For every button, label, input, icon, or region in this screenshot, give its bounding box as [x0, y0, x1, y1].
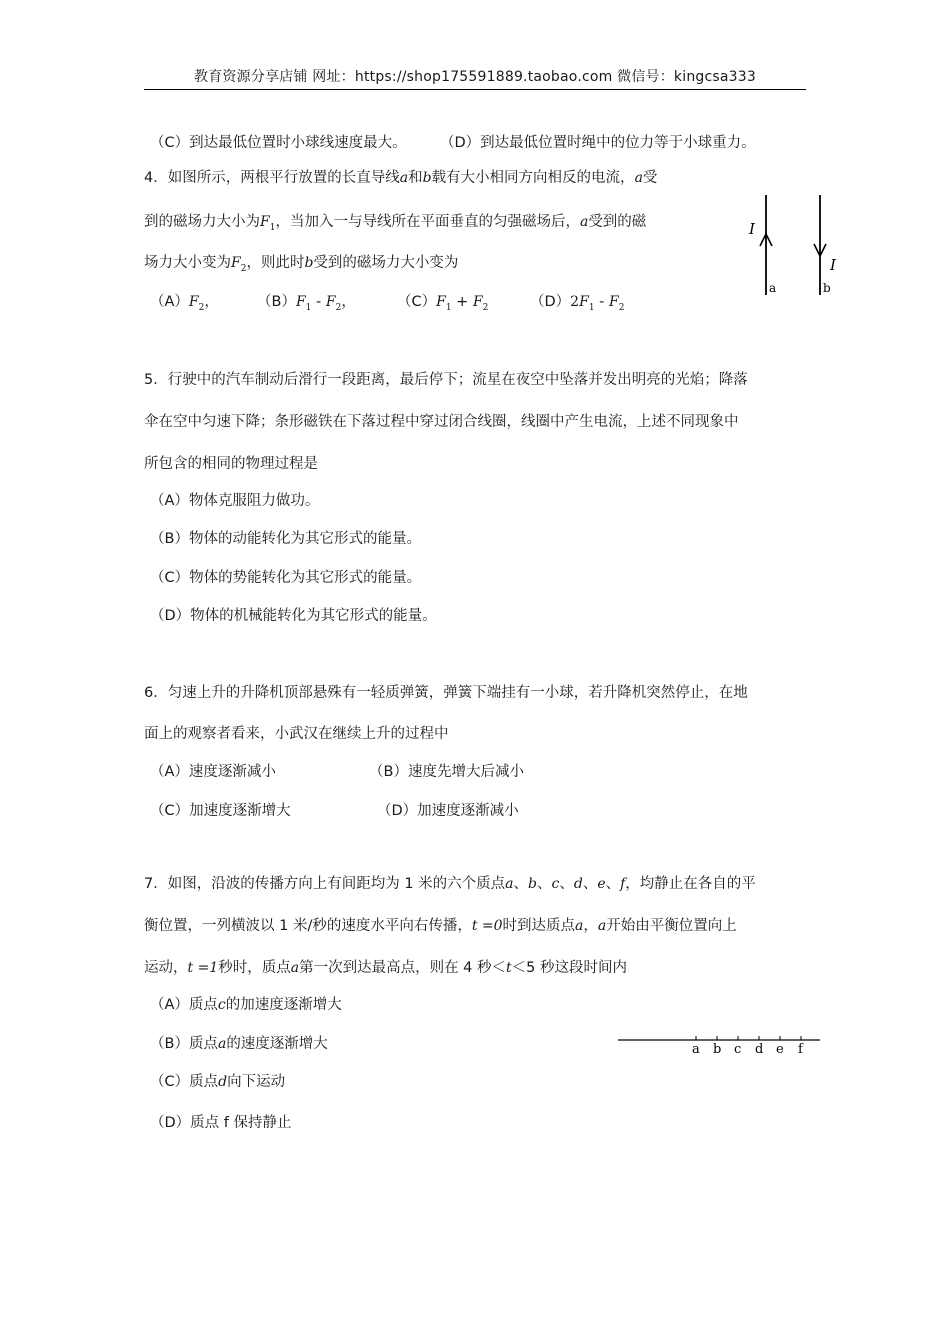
q4-option-b: $(B)F_1 - F_2$，	[257, 294, 356, 313]
point-label-c: c	[734, 1042, 742, 1057]
point-label-b: b	[713, 1042, 722, 1057]
point-label-e: e	[776, 1042, 784, 1057]
q7-points-figure	[614, 1030, 824, 1058]
q5-line-1: 5．行驶中的汽车制动后滑行一段距离，最后停下；流星在夜空中坠落并发出明亮的光焰；降落	[144, 372, 748, 388]
q6-option-b: （B）速度先增大后减小	[369, 764, 524, 780]
q5-line-2: 伞在空中匀速下降；条形磁铁在下落过程中穿过闭合线圈，线圈中产生电流，上述不同现象中	[144, 414, 739, 430]
wire-label-b: b	[823, 281, 831, 295]
current-label-b: I	[830, 256, 836, 274]
q7-line-2: 衡位置，一列横波以 1 米/秒的速度水平向右传播，t =0时到达质点a，a开始由平衡位置向上	[144, 918, 737, 934]
q7-option-c: （C）质点d向下运动	[150, 1074, 286, 1090]
q6-option-c: （C）加速度逐渐增大	[150, 803, 291, 819]
header-rule	[144, 89, 806, 90]
q3-option-d: （D）到达最低位置时绳中的位力等于小球重力。	[440, 135, 756, 151]
q7-line-3: 运动，t =1秒时，质点a第一次到达最高点，则在 4 秒＜t＜5 秒这段时间内	[144, 960, 628, 976]
q5-option-d: （D）物体的机械能转化为其它形式的能量。	[150, 608, 437, 624]
q5-option-a: （A）物体克服阻力做功。	[150, 493, 320, 509]
q4-line-3: 场力大小变为$F_2$，则此时b受到的磁场力大小变为	[144, 255, 459, 274]
q6-line-1: 6．匀速上升的升降机顶部悬殊有一轻质弹簧，弹簧下端挂有一小球，若升降机突然停止，在地	[144, 685, 748, 701]
wire-label-a: a	[769, 281, 777, 295]
q5-line-3: 所包含的相同的物理过程是	[144, 456, 318, 472]
q6-line-2: 面上的观察者看来，小武汉在继续上升的过程中	[144, 726, 449, 742]
q4-option-c: $(C)F_1 + F_2$	[397, 294, 489, 313]
q4-option-d: $(D)2F_1 - F_2$	[530, 294, 625, 313]
q7-line-1: 7．如图，沿波的传播方向上有间距均为 1 米的六个质点a、b、c、d、e、f，均静止在各自的平	[144, 876, 756, 892]
point-label-d: d	[755, 1042, 764, 1057]
current-label-a: I	[749, 220, 755, 238]
q7-option-a: （A）质点c的加速度逐渐增大	[150, 997, 342, 1013]
q7-option-d: （D）质点 f 保持静止	[150, 1115, 292, 1131]
q5-option-b: （B）物体的动能转化为其它形式的能量。	[150, 531, 421, 547]
point-label-a: a	[692, 1042, 700, 1057]
q4-line-2: 到的磁场力大小为$F_1$，当加入一与导线所在平面垂直的匀强磁场后，a受到的磁	[144, 214, 647, 233]
q5-option-c: （C）物体的势能转化为其它形式的能量。	[150, 570, 422, 586]
q6-option-d: （D）加速度逐渐减小	[377, 803, 519, 819]
q7-option-b: （B）质点a的速度逐渐增大	[150, 1036, 328, 1052]
point-label-f: f	[798, 1042, 803, 1057]
q6-option-a: （A）速度逐渐减小	[150, 764, 276, 780]
q3-option-c: （C）到达最低位置时小球线速度最大。	[150, 135, 407, 151]
q4-option-a: $(A)F_2$，	[150, 294, 219, 313]
q4-line-1: 4．如图所示，两根平行放置的长直导线a和b载有大小相同方向相反的电流，a受	[144, 170, 658, 186]
q4-wires-figure	[740, 190, 850, 302]
page-header: 教育资源分享店铺 网址：https://shop175591889.taobao.com 微信号：kingcsa333	[194, 69, 756, 85]
